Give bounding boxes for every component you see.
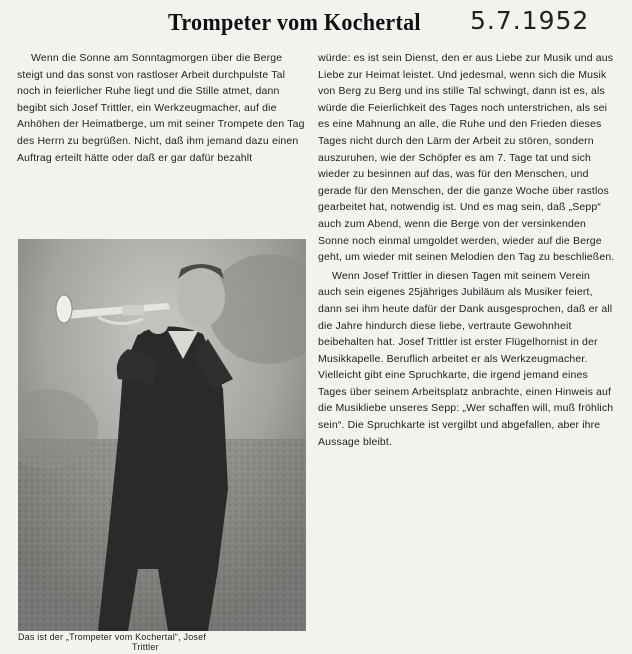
left-column — [17, 50, 307, 166]
photo-trumpeter — [18, 239, 306, 631]
header — [0, 4, 632, 44]
photo-caption — [18, 632, 308, 652]
headline: Trompeter vom Kochertal — [168, 10, 421, 36]
trumpeter-photo-image — [18, 239, 306, 631]
caption-line-2: Trittler — [132, 642, 159, 652]
left-paragraph: Wenn die Sonne am Sonntagmorgen über die Berge steigt und das sonst von rastloser Arbeit durchpulste Tal noch in feierlicher Ruhe liegt und die Stille atmet, dann begibt sich Josef Trittler, ein Werkzeugmacher, auf die Anhöhen der Heimatberge, um mit seiner Trompete den Tag des Herrn zu begrüßen. Nicht, daß ihm jemand dazu einen Auftrag erteilt hätte oder daß er gar dafür bezahlt — [17, 52, 305, 164]
right-paragraph-2: Wenn Josef Trittler in diesen Tagen mit seinem Verein auch sein eigenes 25jähriges Jubiläum als Musiker feiert, dann sei ihm heute dafür der Dank ausgesprochen, daß er all die Jahre hindurch diese liebe, vertraute Gewohnheit beibehalten hat. Josef Trittler ist erster Flügelhornist in der Musikkapelle. Beruflich arbeitet er als Werkzeugmacher. Vielleicht gibt eine Spruchkarte, die irgend jemand eines Tages über seinem Arbeitsplatz anbrachte, einen Hinweis auf die Musikliebe unseres Sepp: „Wer schaffen will, muß fröhlich sein“. Die Spruchkarte ist vergilbt und abgefallen, aber ihre Aussage bleibt. — [318, 269, 614, 448]
caption-line-1: Das ist der „Trompeter vom Kochertal“, Josef — [18, 632, 207, 642]
handwritten-date: 5.7.1952 — [470, 6, 590, 35]
right-paragraph-1: würde: es ist sein Dienst, den er aus Liebe zur Musik und aus Liebe zur Heimat leistet. Und jedesmal, wenn sich die Musik von Berg zu Berg und ins stille Tal schwingt, dann ist es, als würde die Feierlichkeit des Tages noch unterstrichen, als sei es eine Mahnung an alle, die Ruhe und den Frieden dieses Tages nicht durch den Lärm der Arbeit zu stören, sondern auszuruhen, wie der Schöpfer es am 7. Tage tat und sich wieder zu besinnen auf das, was für den Menschen, und gerade für den Menschen, der die ganze Woche über rastlos gearbeitet hat, notwendig ist. Und es mag sein, daß „Sepp“ auch zum Abend, wenn die Berge von der versinkenden Sonne noch einmal umgoldet werden, wieder auf die Berge geht, um wieder mit seinen Melodien den Tag zu beschließen. — [318, 52, 615, 264]
right-column — [318, 50, 616, 450]
